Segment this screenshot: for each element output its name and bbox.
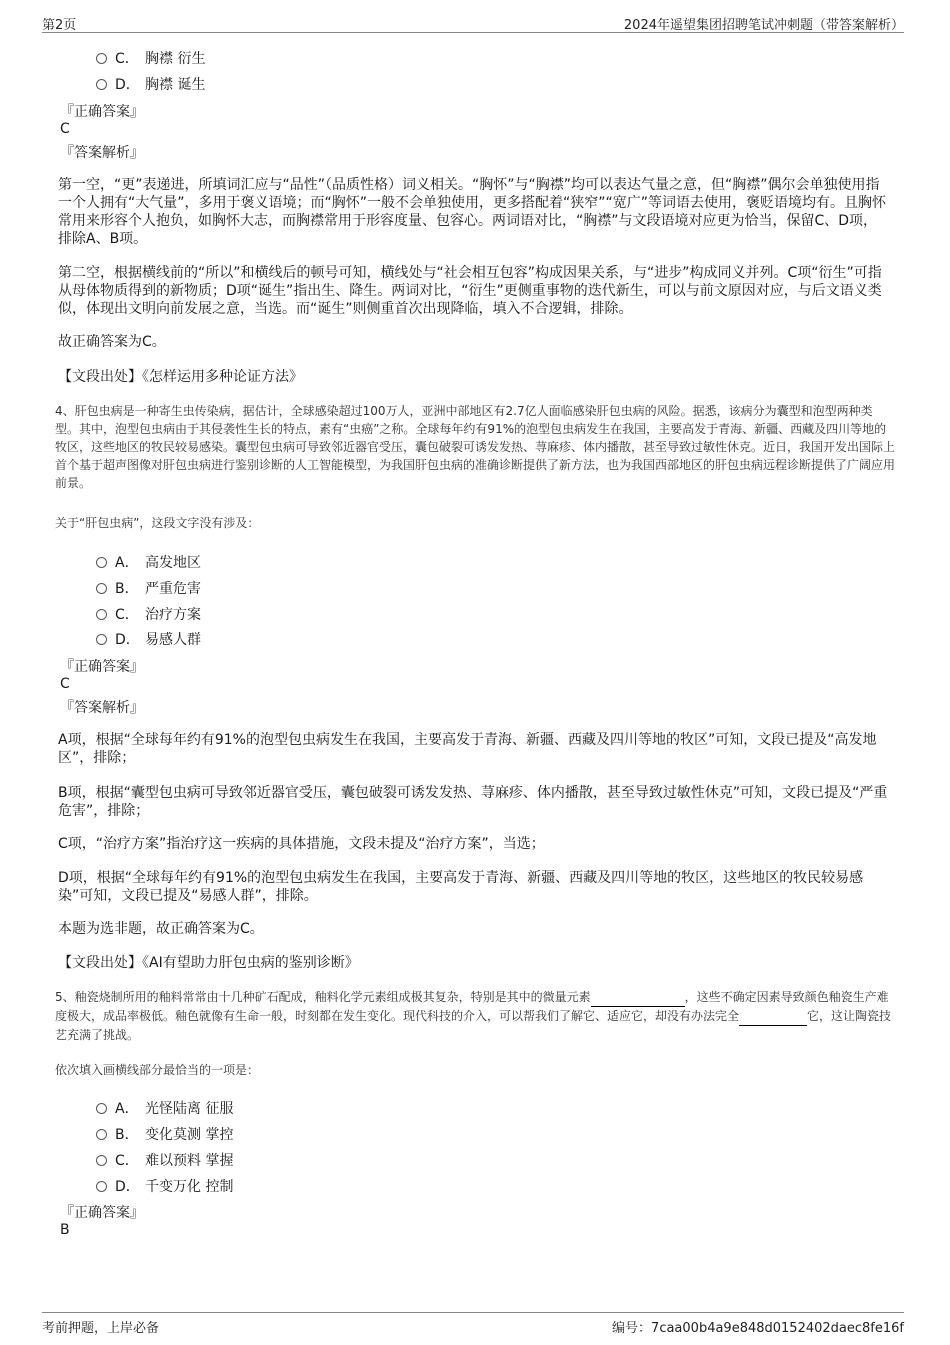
page-header bbox=[42, 10, 904, 33]
option-a[interactable]: A． 光怪陆离 征服 bbox=[96, 1098, 233, 1118]
option-c[interactable]: C． 难以预料 掌握 bbox=[96, 1150, 233, 1170]
analysis-conclusion: 故正确答案为C。 bbox=[58, 334, 166, 350]
answer-value: C bbox=[60, 676, 70, 692]
analysis-conclusion: 本题为选非题，故正确答案为C。 bbox=[58, 921, 264, 937]
analysis-paragraph: C项，“治疗方案”指治疗这一疾病的具体措施，文段未提及“治疗方案”，当选； bbox=[58, 836, 545, 852]
radio-icon[interactable] bbox=[96, 79, 107, 90]
question-stem: 5、釉瓷烧制所用的釉料常常由十几种矿石配成，釉料化学元素组成极其复杂，特别是其中的微量元素 ，这些不确定因素导致颜色釉瓷生产难度极大，成品率极低。釉色就像有生命一般，时刻都在发生变化。现代科技的介入，可以帮我们了解它、适应它，却没有办法完全 它，这让陶瓷技艺充满了挑战。 bbox=[55, 990, 892, 1042]
page-number: 第2页 bbox=[42, 18, 77, 33]
radio-icon[interactable] bbox=[96, 609, 107, 620]
answer-label: 『正确答案』 bbox=[60, 1205, 144, 1221]
answer-value: B bbox=[60, 1222, 70, 1238]
option-a[interactable]: A． 高发地区 bbox=[96, 552, 201, 572]
radio-icon[interactable] bbox=[96, 583, 107, 594]
option-c[interactable]: C． 胸襟 衍生 bbox=[96, 48, 205, 68]
source-citation: 【文段出处】《AI有望助力肝包虫病的鉴别诊断》 bbox=[58, 955, 359, 971]
option-b[interactable]: B． 严重危害 bbox=[96, 578, 201, 598]
footer-slogan: 考前押题，上岸必备 bbox=[42, 1321, 160, 1336]
page-footer bbox=[42, 1312, 904, 1337]
option-d[interactable]: D． 胸襟 诞生 bbox=[96, 74, 205, 94]
source-citation: 【文段出处】《怎样运用多种论证方法》 bbox=[58, 369, 303, 385]
radio-icon[interactable] bbox=[96, 53, 107, 64]
radio-icon[interactable] bbox=[96, 1181, 107, 1192]
option-b[interactable]: B． 变化莫测 掌控 bbox=[96, 1124, 233, 1144]
analysis-label: 『答案解析』 bbox=[60, 145, 144, 161]
analysis-paragraph: A项，根据“全球每年约有91%的泡型包虫病发生在我国，主要高发于青海、新疆、西藏及四川等地的牧区”可知，文段已提及“高发地区”，排除； bbox=[58, 732, 877, 766]
question-prompt: 关于“肝包虫病”，这段文字没有涉及： bbox=[55, 516, 260, 530]
question-prompt: 依次填入画横线部分最恰当的一项是： bbox=[55, 1063, 260, 1077]
analysis-paragraph: 第一空，“更”表递进，所填词汇应与“品性”（品质性格）词义相关。“胸怀”与“胸襟”均可以表达气量之意，但“胸襟”偶尔会单独使用指一个人拥有“大气量”，多用于褒义语境；而“胸怀”一般不会单独使用，更多搭配着“狭窄”“宽广”等词语去使用，褒贬语境均有。且胸怀常用来形容个人抱负，如胸怀大志，而胸襟常用于形容度量、包容心。两词语对比，“胸襟”与文段语境对应更为恰当，保留C、D项，排除A、B项。 bbox=[58, 177, 887, 247]
option-d[interactable]: D． 千变万化 控制 bbox=[96, 1176, 233, 1196]
option-d[interactable]: D． 易感人群 bbox=[96, 629, 201, 649]
analysis-paragraph: D项，根据“全球每年约有91%的泡型包虫病发生在我国，主要高发于青海、新疆、西藏及四川等地的牧区，这些地区的牧民较易感染”可知，文段已提及“易感人群”，排除。 bbox=[58, 870, 864, 904]
question-stem: 4、肝包虫病是一种寄生虫传染病，据估计，全球感染超过100万人，亚洲中部地区有2.7亿人面临感染肝包虫病的风险。据悉，该病分为囊型和泡型两种类型。其中，泡型包虫病由于其侵袭性生长的特点，素有“虫癌”之称。全球每年约有91%的泡型包虫病发生在我国，主要高发于青海、新疆、西藏及四川等地的牧区，这些地区的牧民较易感染。囊型包虫病可导致邻近器官受压，囊包破裂可诱发发热、荨麻疹、体内播散，甚至导致过敏性休克。近日，我国开发出国际上首个基于超声图像对肝包虫病进行鉴别诊断的人工智能模型，为我国肝包虫病的准确诊断提供了新方法，也为我国西部地区的肝包虫病远程诊断提供了广阔应用前景。 bbox=[55, 404, 896, 490]
fill-blank[interactable] bbox=[591, 988, 685, 1007]
radio-icon[interactable] bbox=[96, 1155, 107, 1166]
document-title: 2024年遥望集团招聘笔试冲刺题（带答案解析） bbox=[623, 18, 904, 33]
analysis-paragraph: 第二空，根据横线前的“所以”和横线后的顿号可知，横线处与“社会相互包容”构成因果关系，与“进步”构成同义并列。C项“衍生”可指从母体物质得到的新物质；D项“诞生”指出生、降生。两词对比，“衍生”更侧重事物的迭代新生，可以与前文原因对应，与后文语义类似，体现出文明向前发展之意，当选。而“诞生”则侧重首次出现降临，填入不合逻辑，排除。 bbox=[58, 265, 882, 317]
radio-icon[interactable] bbox=[96, 1103, 107, 1114]
analysis-paragraph: B项，根据“囊型包虫病可导致邻近器官受压，囊包破裂可诱发发热、荨麻疹、体内播散，甚至导致过敏性休克”可知，文段已提及“严重危害”，排除； bbox=[58, 785, 888, 819]
radio-icon[interactable] bbox=[96, 634, 107, 645]
radio-icon[interactable] bbox=[96, 1129, 107, 1140]
option-c[interactable]: C． 治疗方案 bbox=[96, 604, 201, 624]
analysis-label: 『答案解析』 bbox=[60, 700, 144, 716]
answer-label: 『正确答案』 bbox=[60, 104, 144, 120]
radio-icon[interactable] bbox=[96, 557, 107, 568]
fill-blank[interactable] bbox=[739, 1007, 807, 1026]
document-id: 编号：7caa00b4a9e848d0152402daec8fe16f bbox=[612, 1321, 904, 1336]
answer-label: 『正确答案』 bbox=[60, 659, 144, 675]
answer-value: C bbox=[60, 121, 70, 137]
